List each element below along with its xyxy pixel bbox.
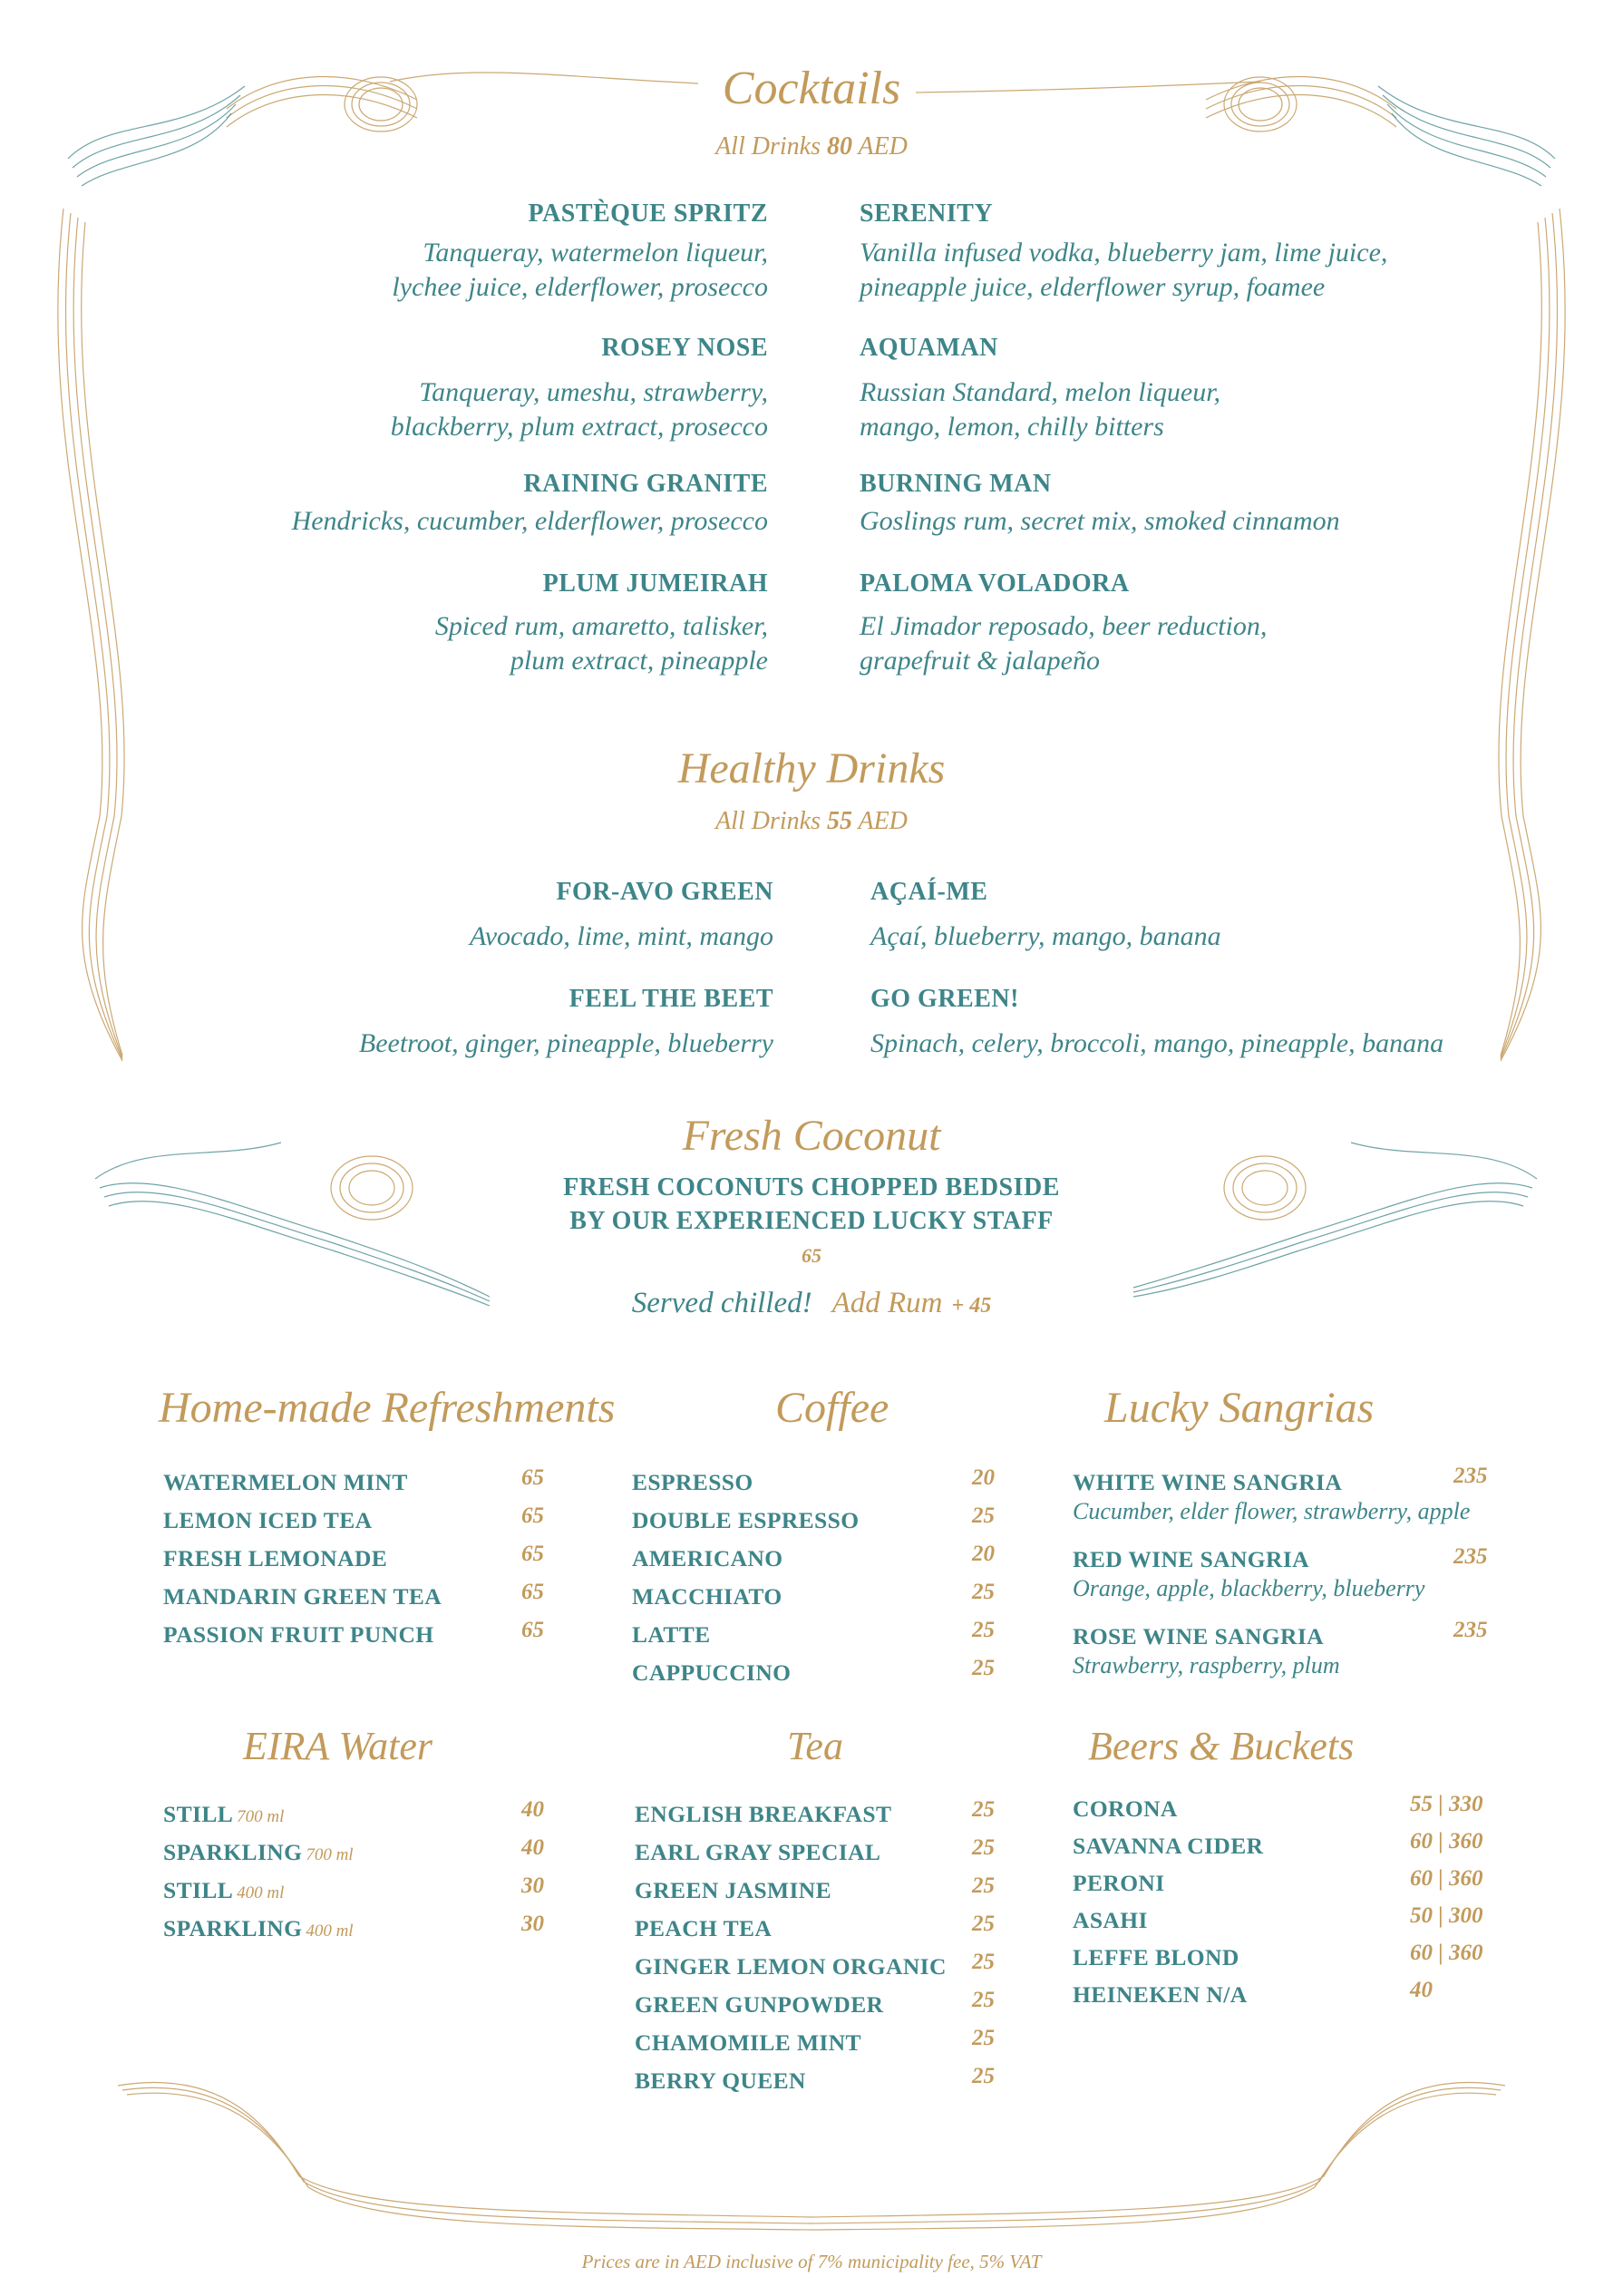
beers-title: Beers & Buckets (1088, 1724, 1355, 1768)
sangria-item (1073, 1618, 1499, 1700)
cocktails-right-column (860, 199, 1440, 678)
coffee-item (632, 1465, 1022, 1507)
item-name: STILL (163, 1801, 234, 1827)
cocktail-description: El Jimador reposado, beer reduction, grapefruit & jalapeño (860, 611, 1268, 676)
item-price: 25 (972, 1503, 995, 1528)
tea-list (635, 1797, 1025, 2106)
healthy-name: FEEL THE BEET (569, 985, 773, 1013)
tea-item (635, 1873, 1025, 1915)
item-name: MACCHIATO (632, 1583, 782, 1610)
beer-item (1073, 1978, 1508, 2019)
cocktail-item (860, 334, 1440, 470)
fresh-coconut-title: Fresh Coconut (682, 1112, 941, 1160)
sangrias-title: Lucky Sangrias (1104, 1384, 1375, 1432)
item-price: 25 (972, 1618, 995, 1642)
footer-note: Prices are in AED inclusive of 7% municipality fee, 5% VAT (581, 2251, 1042, 2272)
cocktail-description: Tanqueray, watermelon liqueur, lychee juice, elderflower, prosecco (392, 238, 768, 302)
healthy-item (272, 985, 773, 1061)
cocktail-item (181, 199, 768, 334)
cocktail-item (181, 334, 768, 470)
sangrias-list (1073, 1464, 1499, 1700)
coffee-title: Coffee (775, 1384, 889, 1432)
coffee-item (632, 1618, 1022, 1659)
cocktail-name: PALOMA VOLADORA (860, 569, 1130, 598)
item-price: 55 | 330 (1410, 1792, 1483, 1816)
item-price: 50 | 300 (1410, 1903, 1483, 1928)
refreshment-item (163, 1618, 553, 1659)
water-item (163, 1797, 553, 1839)
cocktail-description: Russian Standard, melon liqueur, mango, lemon, chilly bitters (860, 377, 1221, 442)
healthy-item (272, 878, 773, 985)
cocktail-description: Spiced rum, amaretto, talisker, plum extract, pineapple (434, 611, 768, 676)
cocktail-item (181, 470, 768, 569)
item-price: 25 (972, 1912, 995, 1936)
cocktail-description: Goslings rum, secret mix, smoked cinnamon (860, 506, 1340, 536)
water-title: EIRA Water (243, 1724, 432, 1768)
cocktails-title: Cocktails (722, 63, 901, 114)
item-name: GREEN JASMINE (635, 1877, 832, 1903)
beer-item (1073, 1866, 1508, 1907)
beer-item (1073, 1903, 1508, 1944)
tea-item (635, 1835, 1025, 1877)
cocktail-name: BURNING MAN (860, 470, 1052, 498)
item-price: 40 (521, 1835, 544, 1860)
healthy-description: Spinach, celery, broccoli, mango, pineapple, banana (870, 1028, 1444, 1058)
item-price: 20 (972, 1542, 995, 1566)
cocktail-name: PLUM JUMEIRAH (542, 569, 768, 598)
cocktail-name: SERENITY (860, 199, 994, 228)
item-name: LATTE (632, 1621, 711, 1648)
cocktails-left-column (181, 199, 768, 678)
healthy-item (870, 878, 1451, 985)
item-name: DOUBLE ESPRESSO (632, 1507, 860, 1533)
tea-title: Tea (787, 1724, 843, 1768)
refreshment-item (163, 1503, 553, 1545)
item-name: PASSION FRUIT PUNCH (163, 1621, 434, 1648)
item-price: 65 (521, 1618, 544, 1642)
healthy-description: Açaí, blueberry, mango, banana (870, 921, 1221, 951)
healthy-name: FOR-AVO GREEN (556, 878, 773, 906)
item-name: GINGER LEMON ORGANIC (635, 1953, 947, 1980)
item-name: BERRY QUEEN (635, 2067, 806, 2094)
item-price: 40 (1410, 1978, 1433, 2002)
refreshment-item (163, 1580, 553, 1621)
item-price: 40 (521, 1797, 544, 1822)
healthy-description: Beetroot, ginger, pineapple, blueberry (358, 1028, 773, 1058)
beers-list (1073, 1792, 1508, 2019)
coffee-item (632, 1580, 1022, 1621)
item-name: EARL GRAY SPECIAL (635, 1839, 881, 1865)
water-item (163, 1835, 553, 1877)
cocktail-item (860, 470, 1440, 569)
coconut-line-2: BY OUR EXPERIENCED LUCKY STAFF (569, 1207, 1054, 1235)
tea-item (635, 2064, 1025, 2106)
water-list (163, 1797, 553, 1953)
item-price: 30 (521, 1873, 544, 1898)
served-chilled-text: Served chilled! (631, 1287, 812, 1319)
cocktail-name: RAINING GRANITE (523, 470, 768, 498)
item-price: 65 (521, 1580, 544, 1604)
coffee-item (632, 1542, 1022, 1583)
coffee-item (632, 1503, 1022, 1545)
item-price: 30 (521, 1912, 544, 1936)
refreshments-title: Home-made Refreshments (159, 1384, 616, 1432)
item-name: LEMON ICED TEA (163, 1507, 373, 1533)
item-price: 60 | 360 (1410, 1941, 1483, 1965)
water-item (163, 1873, 553, 1915)
item-volume: 400 ml (237, 1883, 285, 1902)
item-volume: 700 ml (237, 1807, 285, 1826)
item-name: CORONA (1073, 1795, 1178, 1822)
item-name: WHITE WINE SANGRIA (1073, 1469, 1343, 1495)
healthy-description: Avocado, lime, mint, mango (470, 921, 773, 951)
beer-item (1073, 1941, 1508, 1981)
item-price: 65 (521, 1542, 544, 1566)
item-name: WATERMELON MINT (163, 1469, 408, 1495)
item-price: 25 (972, 2026, 995, 2050)
item-name: FRESH LEMONADE (163, 1545, 388, 1571)
item-price: 235 (1453, 1464, 1488, 1488)
coconut-serving-note (0, 1286, 1623, 1320)
beer-item (1073, 1829, 1508, 1870)
item-volume: 700 ml (306, 1845, 354, 1864)
healthy-name: GO GREEN! (870, 985, 1019, 1013)
refreshments-list (163, 1465, 553, 1659)
tea-item (635, 1988, 1025, 2029)
refreshment-item (163, 1465, 553, 1507)
cocktail-item (860, 199, 1440, 334)
sangria-description: Cucumber, elder flower, strawberry, apple (1073, 1498, 1471, 1524)
item-name: AMERICANO (632, 1545, 783, 1571)
item-price: 60 | 360 (1410, 1866, 1483, 1891)
healthy-drinks-title: Healthy Drinks (677, 744, 946, 793)
cocktail-item (860, 569, 1440, 678)
tea-item (635, 1950, 1025, 1991)
coffee-item (632, 1656, 1022, 1698)
item-price: 25 (972, 1580, 995, 1604)
tea-item (635, 1912, 1025, 1953)
item-price: 25 (972, 1988, 995, 2012)
item-volume: 400 ml (306, 1921, 354, 1941)
sangria-description: Orange, apple, blackberry, blueberry (1073, 1575, 1425, 1601)
coconut-price: 65 (802, 1244, 821, 1267)
item-price: 25 (972, 1950, 995, 1974)
item-price: 235 (1453, 1618, 1488, 1642)
item-name: ESPRESSO (632, 1469, 753, 1495)
item-name: MANDARIN GREEN TEA (163, 1583, 442, 1610)
item-price: 20 (972, 1465, 995, 1490)
cocktails-price-note: All Drinks 80 AED (715, 132, 908, 161)
sangria-item (1073, 1546, 1499, 1623)
cocktail-name: PASTÈQUE SPRITZ (528, 199, 768, 228)
sangria-item (1073, 1464, 1499, 1546)
healthy-price-note: All Drinks 55 AED (715, 807, 908, 835)
item-price: 25 (972, 2064, 995, 2088)
healthy-right-column (870, 878, 1451, 1061)
item-price: 65 (521, 1465, 544, 1490)
cocktail-name: ROSEY NOSE (601, 334, 768, 362)
item-name: PERONI (1073, 1870, 1165, 1896)
item-name: ASAHI (1073, 1907, 1148, 1933)
cocktail-description: Tanqueray, umeshu, strawberry, blackberry, plum extract, prosecco (390, 377, 768, 442)
item-price: 25 (972, 1797, 995, 1822)
sangria-description: Strawberry, raspberry, plum (1073, 1652, 1340, 1678)
cocktail-item (181, 569, 768, 678)
item-name: SAVANNA CIDER (1073, 1833, 1264, 1859)
item-name: LEFFE BLOND (1073, 1944, 1239, 1970)
item-price: 25 (972, 1835, 995, 1860)
item-name: CAPPUCCINO (632, 1659, 792, 1686)
item-name: PEACH TEA (635, 1915, 773, 1941)
coffee-list (632, 1465, 1022, 1698)
beer-item (1073, 1792, 1508, 1833)
item-name: GREEN GUNPOWDER (635, 1991, 884, 2018)
item-name: ENGLISH BREAKFAST (635, 1801, 892, 1827)
add-rum-text: Add Rum (831, 1287, 943, 1319)
item-price: 235 (1453, 1544, 1488, 1569)
item-name: STILL (163, 1877, 234, 1903)
cocktail-description: Hendricks, cucumber, elderflower, prosecco (291, 506, 768, 536)
cocktail-description: Vanilla infused vodka, blueberry jam, lime juice, pineapple juice, elderflower syrup, foamee (860, 238, 1388, 302)
healthy-name: AÇAÍ-ME (870, 878, 988, 906)
cocktail-name: AQUAMAN (860, 334, 998, 362)
add-rum-price: + 45 (951, 1294, 992, 1318)
healthy-left-column (272, 878, 773, 1061)
healthy-item (870, 985, 1451, 1061)
item-name: CHAMOMILE MINT (635, 2029, 861, 2056)
item-price: 60 | 360 (1410, 1829, 1483, 1853)
item-price: 25 (972, 1656, 995, 1680)
water-item (163, 1912, 553, 1953)
refreshment-item (163, 1542, 553, 1583)
item-name: RED WINE SANGRIA (1073, 1546, 1309, 1572)
item-price: 25 (972, 1873, 995, 1898)
tea-item (635, 1797, 1025, 1839)
item-name: HEINEKEN N/A (1073, 1981, 1248, 2008)
tea-item (635, 2026, 1025, 2067)
item-price: 65 (521, 1503, 544, 1528)
coconut-line-1: FRESH COCONUTS CHOPPED BEDSIDE (563, 1173, 1060, 1202)
item-name: ROSE WINE SANGRIA (1073, 1623, 1324, 1649)
item-name: SPARKLING (163, 1915, 303, 1941)
item-name: SPARKLING (163, 1839, 303, 1865)
